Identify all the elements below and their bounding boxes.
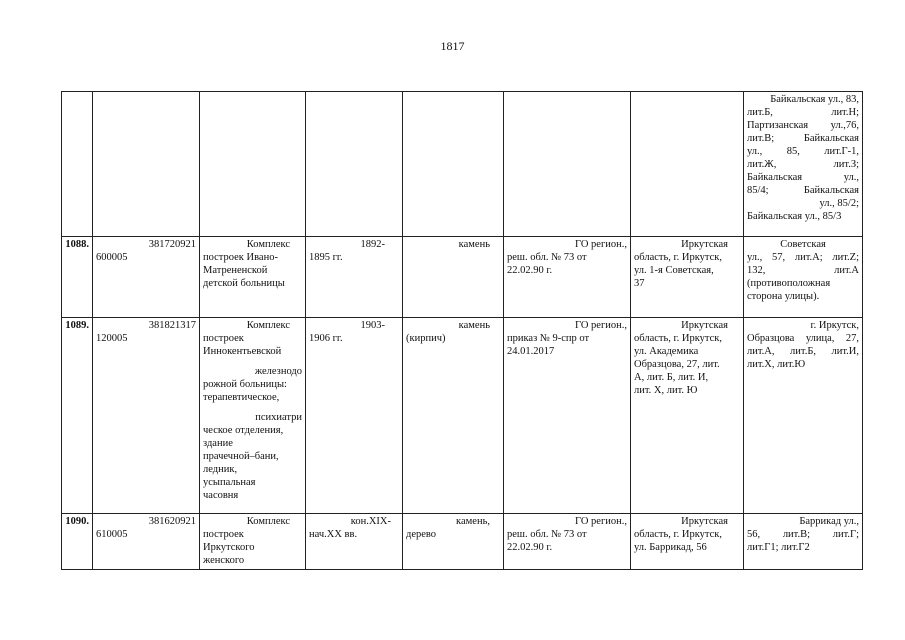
doc-line: 22.02.90 г. xyxy=(507,265,553,276)
cell-code xyxy=(93,318,200,514)
cell-name xyxy=(200,514,306,570)
name-line: построек xyxy=(203,333,244,344)
code-line-1: 381620921 xyxy=(148,516,196,527)
addr-line: ул. Академика xyxy=(634,346,699,357)
material-line-2: (кирпич) xyxy=(406,333,446,344)
table-row xyxy=(62,237,863,318)
name-line: рожной больницы: xyxy=(203,379,287,390)
cell-date xyxy=(306,92,403,237)
addr-line: ул. 1-я Советская, xyxy=(634,265,714,276)
name-line: женского xyxy=(203,555,245,566)
cell-material xyxy=(403,514,504,570)
cell-code xyxy=(93,92,200,237)
lit-line: Образцова улица, 27, xyxy=(747,333,859,344)
lit-line: лит.Ж, лит.З; xyxy=(747,159,859,170)
code-line-2: 120005 xyxy=(96,333,128,344)
lit-line: 85/4; Байкальская xyxy=(747,185,859,196)
lit-line: Байкальская ул., 83, xyxy=(770,94,859,105)
cell-date xyxy=(306,237,403,318)
cell-address xyxy=(631,514,744,570)
material-line-1: камень, xyxy=(456,516,490,527)
cell-num: 1088. xyxy=(62,237,93,318)
addr-line: область, г. Иркутск, xyxy=(634,333,723,344)
name-line: Комплекс xyxy=(246,516,290,527)
registry-table xyxy=(61,91,863,570)
name-line: детской больницы xyxy=(203,278,285,289)
table-row xyxy=(62,514,863,570)
name-line: железнодо xyxy=(254,366,302,377)
name-line: терапевтическое, xyxy=(203,392,280,403)
doc-line-1: ГО регион., xyxy=(575,239,627,250)
cell-material xyxy=(403,92,504,237)
doc-line: реш. обл. № 73 от xyxy=(507,529,587,540)
addr-line: Образцова, 27, лит. xyxy=(634,359,720,370)
code-line-1: 381821317 xyxy=(148,320,196,331)
cell-num xyxy=(62,92,93,237)
date-line-1: 1903- xyxy=(360,320,385,331)
name-line: часовня xyxy=(203,490,239,501)
addr-line-1: Иркутская xyxy=(681,320,728,331)
lit-line: Партизанская ул.,76, xyxy=(747,120,859,131)
doc-line: 22.02.90 г. xyxy=(507,542,553,553)
addr-line-1: Иркутская xyxy=(681,239,728,250)
lit-line: ул., 85, лит.Г-1, xyxy=(747,146,859,157)
name-line: психиатри xyxy=(255,412,302,423)
lit-line: лит.Г1; лит.Г2 xyxy=(747,542,810,553)
lit-line: 56, лит.В; лит.Г; xyxy=(747,529,859,540)
cell-code xyxy=(93,514,200,570)
cell-date xyxy=(306,318,403,514)
name-line: Комплекс xyxy=(246,320,290,331)
code-line-1: 381720921 xyxy=(148,239,196,250)
cell-num: 1090. xyxy=(62,514,93,570)
cell-name xyxy=(200,237,306,318)
addr-line: А, лит. Б, лит. И, xyxy=(634,372,709,383)
cell-document xyxy=(504,318,631,514)
lit-line: (противоположная xyxy=(747,278,831,289)
lit-line: лит.Б, лит.Н; xyxy=(747,107,859,118)
name-line: прачечной–бани, xyxy=(203,451,279,462)
lit-line: ул., 57, лит.А; лит.Z; xyxy=(747,252,859,263)
date-line-2: нач.XX вв. xyxy=(309,529,358,540)
name-line: ледник, xyxy=(203,464,238,475)
addr-line-1: Иркутская xyxy=(681,516,728,527)
lit-line: Байкальская ул., 85/3 xyxy=(747,211,842,222)
cell-boundaries xyxy=(744,237,863,318)
date-line-2: 1906 гг. xyxy=(309,333,343,344)
lit-line: г. Иркутск, xyxy=(810,320,859,331)
cell-address xyxy=(631,92,744,237)
cell-name xyxy=(200,92,306,237)
date-line-2: 1895 гг. xyxy=(309,252,343,263)
doc-line: приказ № 9-спр от xyxy=(507,333,590,344)
name-line: построек xyxy=(203,529,244,540)
cell-document xyxy=(504,514,631,570)
lit-line: ул., 85/2; xyxy=(819,198,859,209)
doc-line: 24.01.2017 xyxy=(507,346,555,357)
lit-line: лит.А, лит.Б, лит.И, xyxy=(747,346,859,357)
name-line: Иркутского xyxy=(203,542,255,553)
cell-material xyxy=(403,318,504,514)
date-line-1: кон.XIX- xyxy=(350,516,391,527)
cell-address xyxy=(631,318,744,514)
lit-line: сторона улицы). xyxy=(747,291,820,302)
name-line: усыпальная xyxy=(203,477,256,488)
lit-line: лит.В; Байкальская xyxy=(747,133,859,144)
name-line: построек Ивано- xyxy=(203,252,278,263)
lit-line: 132, лит.А xyxy=(747,265,859,276)
addr-line: область, г. Иркутск, xyxy=(634,529,723,540)
doc-line-1: ГО регион., xyxy=(575,320,627,331)
cell-name xyxy=(200,318,306,514)
doc-line: реш. обл. № 73 от xyxy=(507,252,587,263)
cell-code xyxy=(93,237,200,318)
code-line-2: 600005 xyxy=(96,252,128,263)
cell-num: 1089. xyxy=(62,318,93,514)
name-line: Иннокентьевской xyxy=(203,346,282,357)
cell-material xyxy=(403,237,504,318)
name-line: Матрененской xyxy=(203,265,268,276)
cell-date xyxy=(306,514,403,570)
doc-line-1: ГО регион., xyxy=(575,516,627,527)
table-row-continuation xyxy=(62,92,863,237)
addr-line: область, г. Иркутск, xyxy=(634,252,723,263)
lit-line: Байкальская ул., xyxy=(747,172,859,183)
table-row xyxy=(62,318,863,514)
lit-line: лит.Х, лит.Ю xyxy=(747,359,806,370)
cell-document xyxy=(504,237,631,318)
material-line-1: камень xyxy=(458,320,490,331)
cell-boundaries xyxy=(744,514,863,570)
material-line-2: дерево xyxy=(406,529,437,540)
cell-boundaries xyxy=(744,318,863,514)
addr-line: 37 xyxy=(634,278,645,289)
date-line-1: 1892- xyxy=(360,239,385,250)
material-line-1: камень xyxy=(458,239,490,250)
cell-address xyxy=(631,237,744,318)
lit-line: Баррикад ул., xyxy=(799,516,859,527)
lit-line: Советская xyxy=(780,239,826,250)
name-line: Комплекс xyxy=(246,239,290,250)
addr-line: ул. Баррикад, 56 xyxy=(634,542,707,553)
cell-boundaries xyxy=(744,92,863,237)
cell-document xyxy=(504,92,631,237)
code-line-2: 610005 xyxy=(96,529,128,540)
page-number: 1817 xyxy=(440,39,465,53)
name-line: здание xyxy=(203,438,233,449)
name-line: ческое отделения, xyxy=(203,425,284,436)
addr-line: лит. Х, лит. Ю xyxy=(634,385,698,396)
